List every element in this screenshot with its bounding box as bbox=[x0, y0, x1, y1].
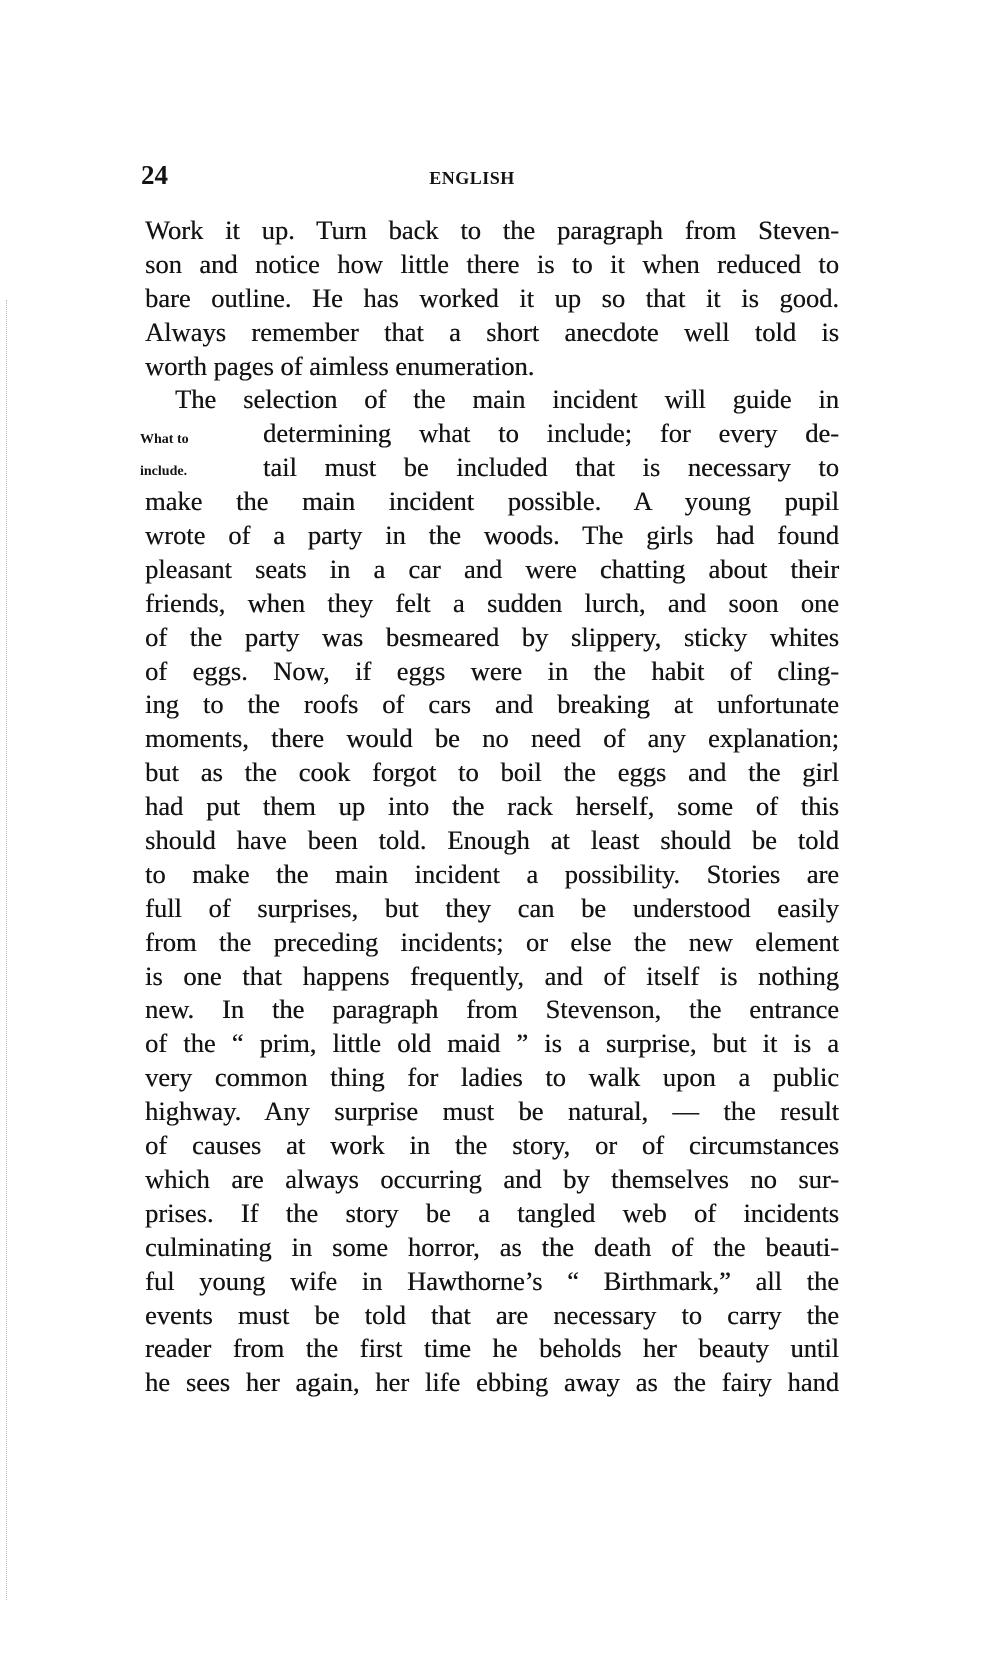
text-line: of the party was besmeared by slippery, sticky whites bbox=[145, 621, 839, 652]
text-line: culminating in some horror, as the death of the beauti- bbox=[145, 1231, 839, 1262]
text-line: of eggs. Now, if eggs were in the habit of cling- bbox=[145, 655, 839, 686]
text-line: is one that happens frequently, and of itself is nothing bbox=[145, 960, 839, 991]
text-line: to make the main incident a possibility. Stories are bbox=[145, 858, 839, 889]
running-head: ENGLISH bbox=[429, 168, 515, 188]
text-line: make the main incident possible. A young pupil bbox=[145, 486, 839, 517]
text-line: which are always occurring and by themselves no sur- bbox=[145, 1163, 839, 1194]
text-line: highway. Any surprise must be natural, — the result bbox=[145, 1096, 839, 1127]
text-line: from the preceding incidents; or else the new element bbox=[145, 926, 839, 957]
body-text bbox=[145, 214, 839, 1400]
text-line: he sees her again, her life ebbing away as the fairy hand bbox=[145, 1367, 839, 1398]
text-line: reader from the first time he beholds her beauty until bbox=[145, 1333, 839, 1364]
text-line: worth pages of aimless enumeration. bbox=[145, 350, 535, 381]
margin-note-line: include. bbox=[140, 464, 188, 479]
text-line: had put them up into the rack herself, some of this bbox=[145, 791, 839, 822]
text-line: wrote of a party in the woods. The girls had found bbox=[145, 520, 839, 551]
text-line: of causes at work in the story, or of circumstances bbox=[145, 1130, 839, 1161]
text-line: son and notice how little there is to it when reduced to bbox=[145, 248, 839, 279]
text-line: very common thing for ladies to walk upon a public bbox=[145, 1062, 839, 1093]
text-line: The selection of the main incident will guide in bbox=[175, 384, 839, 415]
text-line: but as the cook forgot to boil the eggs and the girl bbox=[145, 757, 839, 788]
text-line: tail must be included that is necessary to bbox=[263, 452, 839, 483]
text-line: moments, there would be no need of any explanation; bbox=[145, 723, 839, 754]
text-line: full of surprises, but they can be understood easily bbox=[145, 892, 839, 923]
text-line: Work it up. Turn back to the paragraph from Steven- bbox=[145, 215, 839, 245]
margin-note-line: What to bbox=[140, 432, 189, 447]
text-line: pleasant seats in a car and were chatting about their bbox=[145, 553, 839, 584]
text-line: ing to the roofs of cars and breaking at unfortunate bbox=[145, 689, 839, 720]
text-line: determining what to include; for every de- bbox=[263, 418, 839, 449]
text-line: Always remember that a short anecdote well told is bbox=[145, 316, 839, 347]
text-line: ful young wife in Hawthorne’s “ Birthmark,” all the bbox=[145, 1265, 839, 1296]
scan-edge-dots bbox=[6, 300, 8, 1600]
text-line: events must be told that are necessary to carry the bbox=[145, 1299, 839, 1330]
text-line: should have been told. Enough at least should be told bbox=[145, 825, 839, 856]
text-line: prises. If the story be a tangled web of incidents bbox=[145, 1197, 839, 1228]
text-line: of the “ prim, little old maid ” is a surprise, but it is a bbox=[145, 1028, 839, 1059]
text-line: new. In the paragraph from Stevenson, the entrance bbox=[145, 994, 839, 1025]
text-line: bare outline. He has worked it up so that it is good. bbox=[145, 282, 839, 313]
text-line: friends, when they felt a sudden lurch, and soon one bbox=[145, 587, 839, 618]
page-number: 24 bbox=[141, 160, 168, 190]
